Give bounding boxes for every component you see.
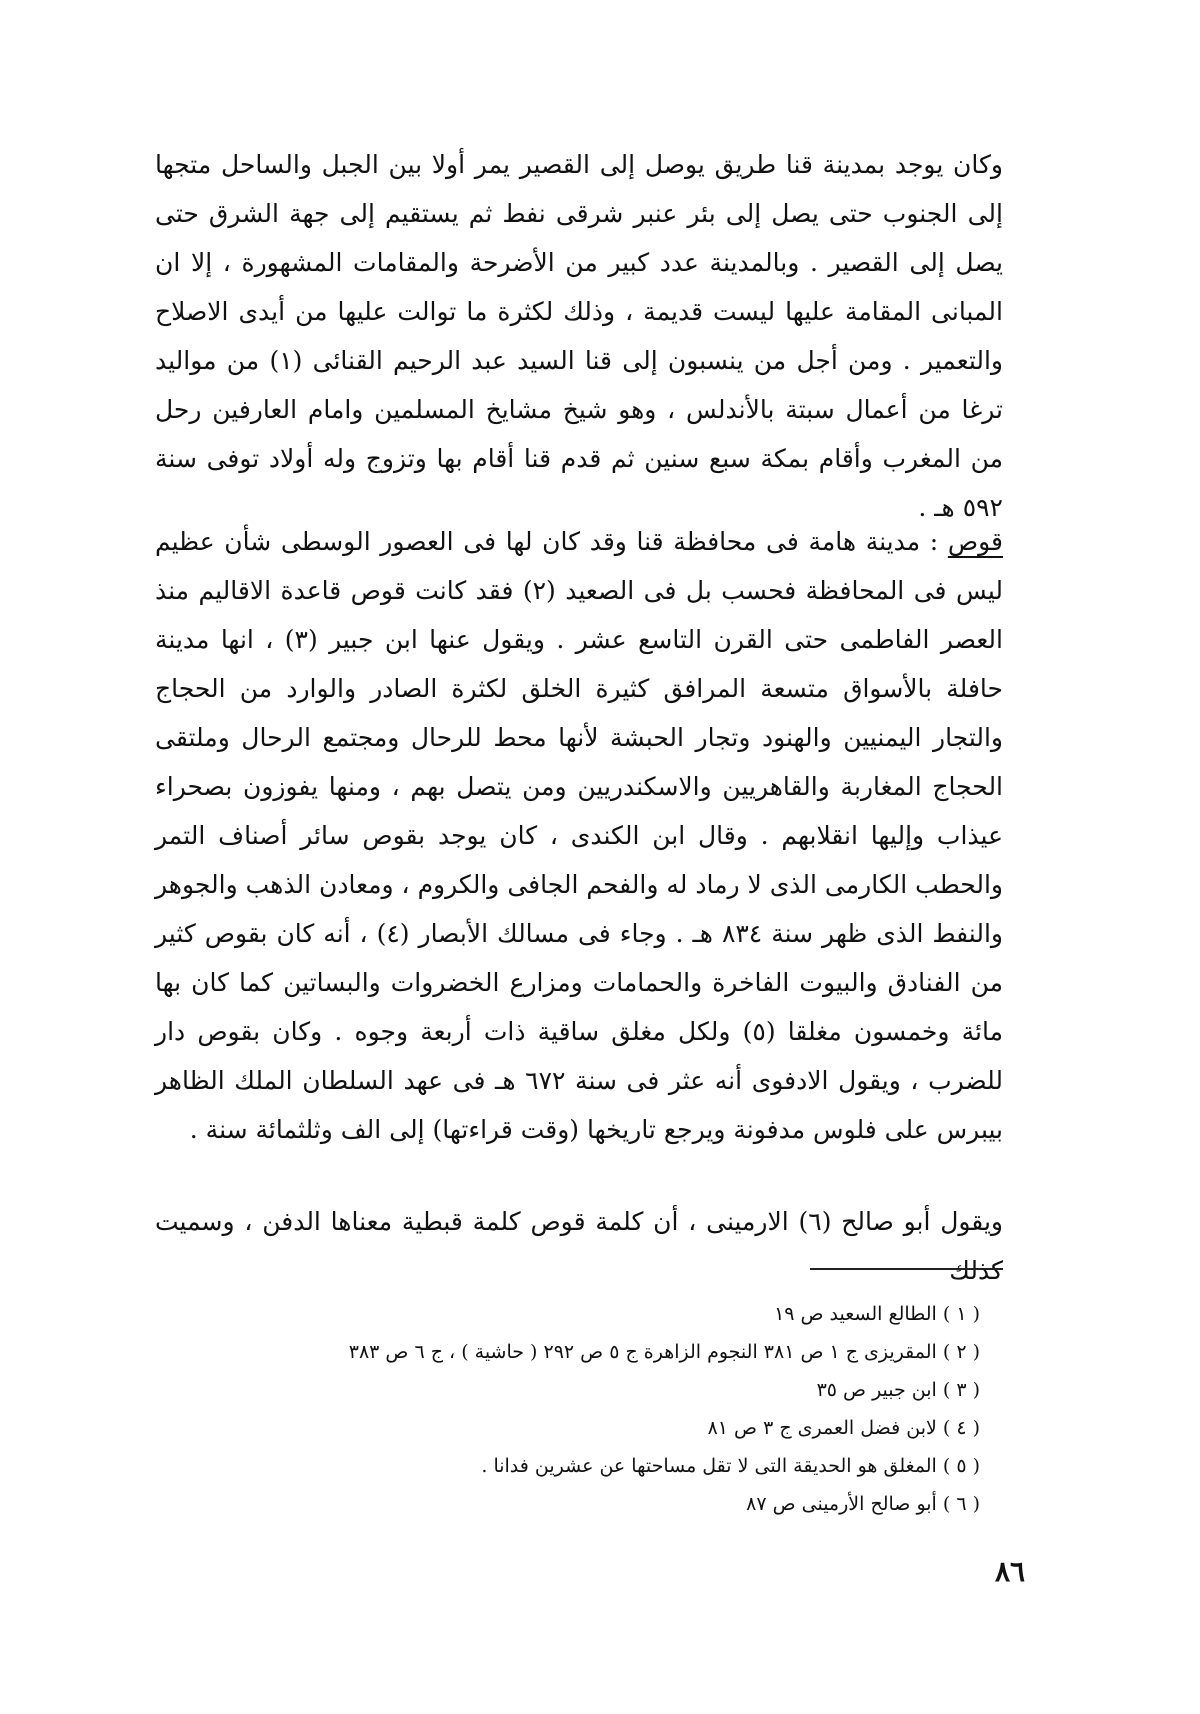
text-line: ينسبون إلى قنا السيد عبد الرحيم القنائى (١) من مواليد ترغا من أعمال سبتة بالأندلس ، <box>155 346 1003 424</box>
paragraph-qena-road <box>155 140 1003 532</box>
text-line: إلى الجنوب حتى يصل إلى بئر عنبر شرقى نفط ثم يستقيم إلى جهة الشرق حتى يصل إلى <box>155 199 1003 277</box>
footnote-item: ( ٤ ) لابن فضل العمرى ج ٣ ص ٨١ <box>707 1417 980 1439</box>
footnote-item: ( ٥ ) المغلق هو الحديقة التى لا تقل مساحتها عن عشرين فدانا . <box>481 1455 980 1477</box>
footnote-item: ( ٦ ) أبو صالح الأرمينى ص ٨٧ <box>746 1493 980 1515</box>
text-line: ومن يتصل بهم ، ومنها يفوزون بصحراء عيذاب وإليها انقلابهم . وقال ابن الكندى ، <box>155 772 1003 850</box>
text-line: وجوه . وكان بقوص دار للضرب ، ويقول الادفوى أنه عثر فى سنة ٦٧٢ هـ فى عهد <box>155 1017 1003 1095</box>
text-line: الخضروات والبساتين كما كان بها مائة وخمسون مغلقا (٥) ولكل مغلق ساقية ذات أربعة <box>155 968 1004 1046</box>
text-line: وكان يوجد بمدينة قنا طريق يوصل إلى القصير يمر أولا بين الجبل والساحل متجها <box>155 150 1003 179</box>
entry-term: قوص <box>947 527 1003 556</box>
text-line: ويقول أبو صالح (٦) الارمينى ، أن كلمة قوص كلمة قبطية معناها الدفن ، وسميت كذلك <box>155 1207 1003 1285</box>
text-line: : مدينة هامة فى محافظة قنا وقد كان لها فى العصور الوسطى شأن عظيم ليس <box>155 527 1003 605</box>
text-line: الأبصار (٤) ، أنه كان بقوص كثير من الفنادق والبيوت الفاخرة والحمامات ومزارع <box>155 919 1003 997</box>
page-number: ٨٦ <box>994 1555 1026 1588</box>
text-line: كان يوجد بقوص سائر أصناف التمر والحطب الكارمى الذى لا رماد له والفحم الجافى <box>155 821 1003 899</box>
text-line: حتى القرن التاسع عشر . ويقول عنها ابن جبير (٣) ، انها مدينة حافلة بالأسواق متسعة <box>155 625 1003 703</box>
text-line: والكروم ، ومعادن الذهب والجوهر والنفط الذى ظهر سنة ٨٣٤ هـ . وجاء فى مسالك <box>155 870 1003 948</box>
footnote-separator <box>810 1268 1003 1270</box>
paragraph-abu-salih <box>155 1197 1003 1295</box>
text-line: فى المحافظة فحسب بل فى الصعيد (٢) فقد كانت قوص قاعدة الاقاليم منذ العصر الفاطمى <box>155 576 1003 654</box>
text-line: الحبشة لأنها محط للرحال ومجتمع الرحال وملتقى الحجاج المغاربة والقاهريين والاسكندريين <box>155 723 1004 801</box>
footnote-item: ( ١ ) الطالع السعيد ص ١٩ <box>774 1303 980 1325</box>
text-line: ليست قديمة ، وذلك لكثرة ما توالت عليها من أيدى الاصلاح والتعمير . ومن أجل من <box>155 297 1003 375</box>
footnote-item: ( ٢ ) المقريزى ج ١ ص ٣٨١ النجوم الزاهرة ج ٥ ص ٢٩٢ ( حاشية ) ، ج ٦ ص ٣٨٣ <box>348 1341 980 1363</box>
text-line: المرافق كثيرة الخلق لكثرة الصادر والوارد من الحجاج والتجار اليمنيين والهنود وتجار <box>155 674 1004 752</box>
text-line: القصير . وبالمدينة عدد كبير من الأضرحة والمقامات المشهورة ، إلا ان المبانى المقامة عليها <box>155 248 1003 326</box>
text-line: قنا أقام بها وتزوج وله أولاد توفى سنة ٥٩٢ هـ . <box>155 444 1003 522</box>
text-line: السلطان الملك الظاهر بيبرس على فلوس مدفونة ويرجع تاريخها (وقت قراءتها) إلى <box>155 1066 1003 1144</box>
paragraph-qus <box>155 517 1003 1154</box>
footnotes-list <box>160 1295 980 1523</box>
text-line: وهو شيخ مشايخ المسلمين وامام العارفين رحل من المغرب وأقام بمكة سبع سنين ثم قدم <box>155 395 1003 473</box>
text-line: الف وثلثمائة سنة . <box>189 1115 382 1144</box>
footnote-item: ( ٣ ) ابن جبير ص ٣٥ <box>816 1379 980 1401</box>
